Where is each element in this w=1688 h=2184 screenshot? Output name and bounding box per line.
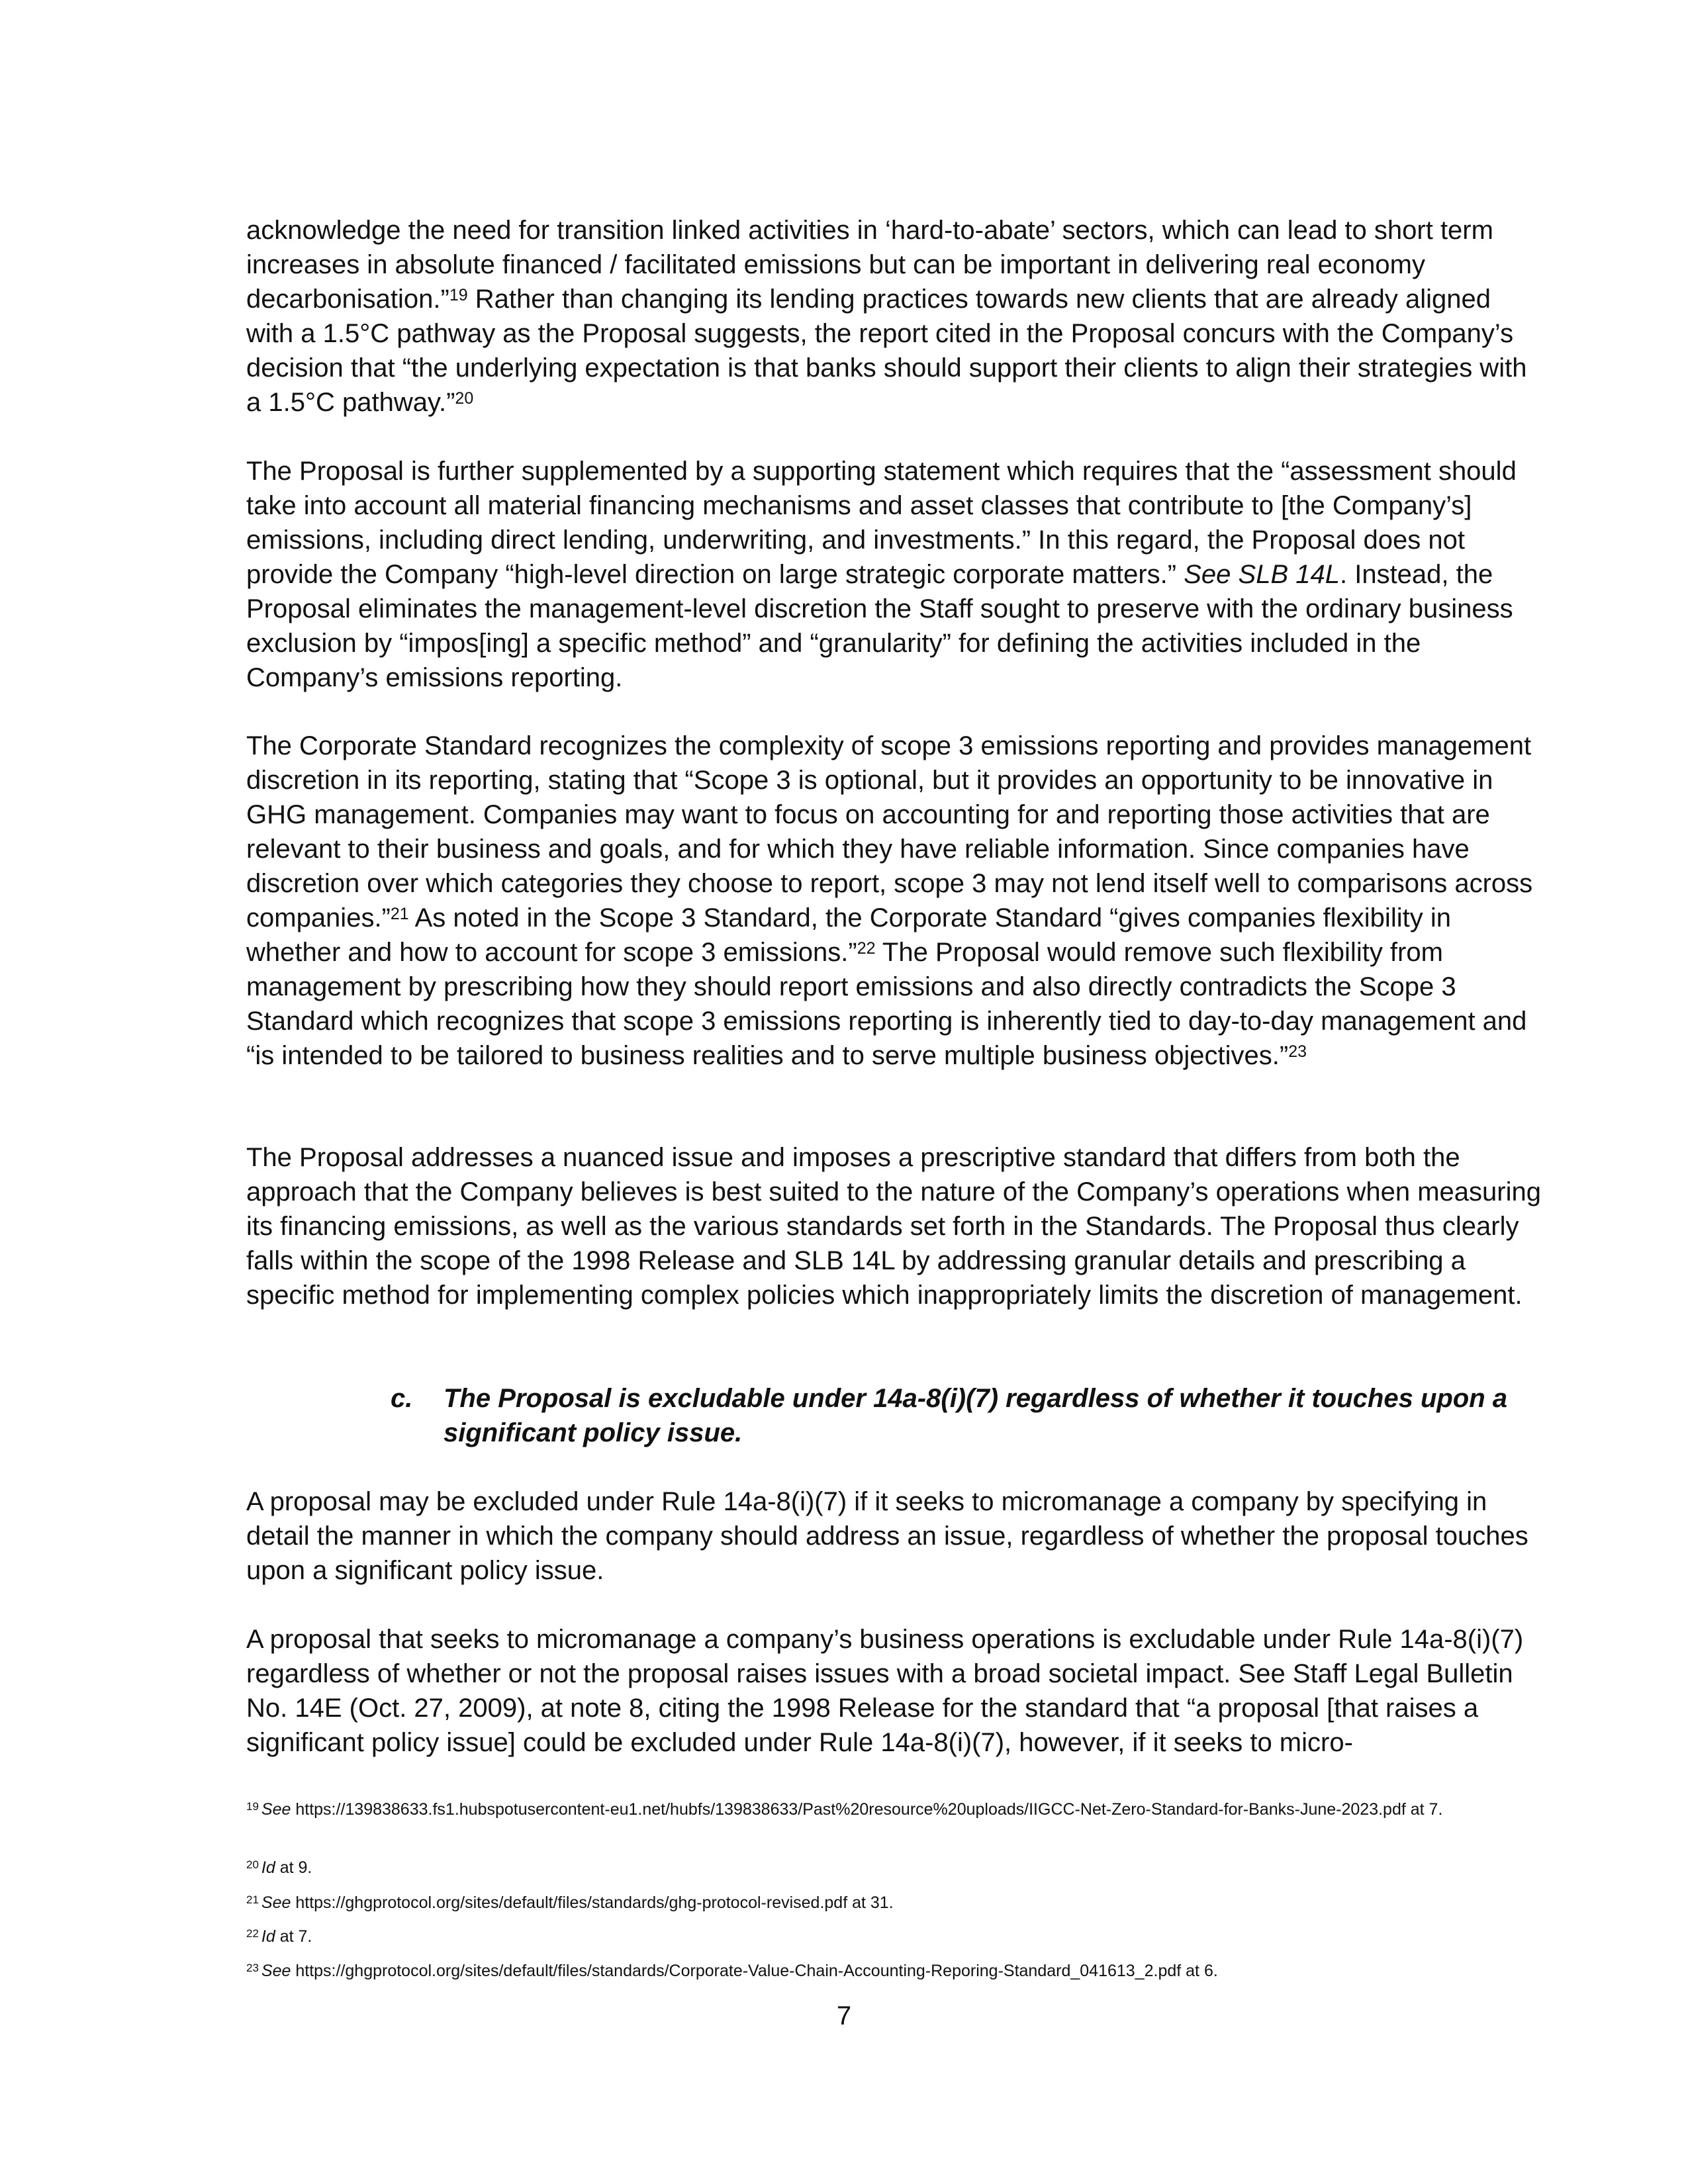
- footnote-19: [246, 1799, 1544, 1820]
- citation-italic: See SLB 14L: [1184, 560, 1340, 589]
- paragraph-text: A proposal that seeks to micromanage a company’s business operations is excludable under Rule 14a-8(i)(7) regardless of whether or not the proposal raises issues with a broad societal impact. See Staff Legal Bulletin No. 14E (Oct. 27, 2009), at note 8, citing the 1998 Release for the standard that “a proposal [that raises a significant policy issue] could be excluded under Rule 14a-8(i)(7), however, if it seeks to micro-: [246, 1625, 1524, 1757]
- paragraph-text: The Proposal addresses a nuanced issue and imposes a prescriptive standard that differs from both the approach that the Company believes is best suited to the nature of the Company’s operations when measuring its financing emissions, as well as the various standards set forth in the Standards. The Proposal thus clearly falls within the scope of the 1998 Release and SLB 14L by addressing granular details and prescribing a specific method for implementing complex policies which inappropriately limits the discretion of management.: [246, 1143, 1541, 1310]
- footnote-reference-19[interactable]: 19: [449, 286, 468, 304]
- paragraph-text: Rather than changing its lending practices towards new clients that are already aligned with a 1.5°C pathway as the Proposal suggests, the report cited in the Proposal concurs with the Company’s decision that “the underlying expectation is that banks should support their clients to align their strategies with a 1.5°C pathway.”: [246, 285, 1527, 417]
- footnote-number: 19: [246, 1800, 259, 1813]
- paragraph-text: As noted in the Scope 3 Standard, the Corporate Standard “gives companies flexibility in whether and how to account for scope 3 emissions.”: [246, 903, 1451, 967]
- footnote-number: 21: [246, 1893, 259, 1906]
- paragraph-text: The Proposal would remove such flexibility from management by prescribing how they should report emissions and also directly contradicts the Scope 3 Standard which recognizes that scope 3 emissions reporting is inherently tied to day-to-day management and “is intended to be tailored to business realities and to serve multiple business objectives.”: [246, 938, 1527, 1070]
- footnote-22: [246, 1926, 1544, 1947]
- paragraph-text: A proposal may be excluded under Rule 14a-8(i)(7) if it seeks to micromanage a company by specifying in detail the manner in which the company should address an issue, regardless of whether the proposal touches upon a significant policy issue.: [246, 1487, 1528, 1585]
- page-number: 7: [836, 2001, 852, 2030]
- footnote-number: 22: [246, 1927, 259, 1940]
- body-paragraph-5: [246, 1484, 1544, 1588]
- footnote-link-text[interactable]: https://ghgprotocol.org/sites/default/files/standards/Corporate-Value-Chain-Accounting-Reporing-Standard_041613_2.pdf at 6.: [291, 1962, 1218, 1980]
- footnote-21: [246, 1892, 1544, 1913]
- paragraph-text: The Proposal is further supplemented by a supporting statement which requires that the “assessment should take into account all material financing mechanisms and asset classes that contribute to [the Company’s] emissions, including direct lending, underwriting, and investments.” In this regard, the Proposal does not provide the Company “high-level direction on large strategic corporate matters.”: [246, 457, 1517, 589]
- body-paragraph-1: [246, 213, 1544, 420]
- heading-text: The Proposal is excludable under 14a-8(i)(7) regardless of whether it touches upon a significant policy issue.: [444, 1384, 1508, 1447]
- heading-letter: c.: [391, 1384, 413, 1413]
- footnote-text: at 9.: [275, 1858, 312, 1877]
- footnote-link-text[interactable]: https://139838633.fs1.hubspotusercontent-eu1.net/hubfs/139838633/Past%20resource%20uploads/IIGCC-Net-Zero-Standard-for-Banks-June-2023.pdf at 7.: [291, 1800, 1443, 1819]
- footnote-signal: Id: [261, 1927, 275, 1946]
- body-paragraph-3: [246, 729, 1544, 1073]
- paragraph-text: acknowledge the need for transition linked activities in ‘hard-to-abate’ sectors, which can lead to short term increases in absolute financed / facilitated emissions but can be important in delivering real economy decarbonisation.”: [246, 216, 1493, 314]
- footnote-number: 23: [246, 1962, 259, 1974]
- footnote-23: [246, 1960, 1544, 1981]
- footnote-signal: Id: [261, 1858, 275, 1877]
- body-paragraph-6: [246, 1622, 1544, 1760]
- footnote-signal: See: [261, 1962, 291, 1980]
- footnote-signal: See: [261, 1800, 291, 1819]
- footnote-link-text[interactable]: https://ghgprotocol.org/sites/default/files/standards/ghg-protocol-revised.pdf at 31.: [291, 1893, 894, 1912]
- body-paragraph-4: [246, 1140, 1544, 1312]
- footnote-reference-22[interactable]: 22: [857, 939, 876, 958]
- footnote-signal: See: [261, 1893, 291, 1912]
- footnote-20: [246, 1857, 1544, 1878]
- body-paragraph-2: [246, 454, 1544, 695]
- footnote-text: at 7.: [275, 1927, 312, 1946]
- footnote-reference-21[interactable]: 21: [390, 905, 409, 923]
- paragraph-text: . Instead, the Proposal eliminates the management-level discretion the Staff sought to preserve with the ordinary business exclusion by “impos[ing] a specific method” and “granularity” for defining the activities included in the Company’s emissions reporting.: [246, 560, 1513, 692]
- footnote-reference-20[interactable]: 20: [455, 389, 474, 408]
- paragraph-text: The Corporate Standard recognizes the complexity of scope 3 emissions reporting and provides management discretion in its reporting, stating that “Scope 3 is optional, but it provides an opportunity to be innovative in GHG management. Companies may want to focus on accounting for and reporting those activities that are relevant to their business and goals, and for which they have reliable information. Since companies have discretion over which categories they choose to report, scope 3 may not lend itself well to comparisons across companies.”: [246, 731, 1533, 933]
- footnote-number: 20: [246, 1858, 259, 1871]
- footnote-reference-23[interactable]: 23: [1288, 1042, 1307, 1061]
- section-heading-c: [391, 1381, 1546, 1450]
